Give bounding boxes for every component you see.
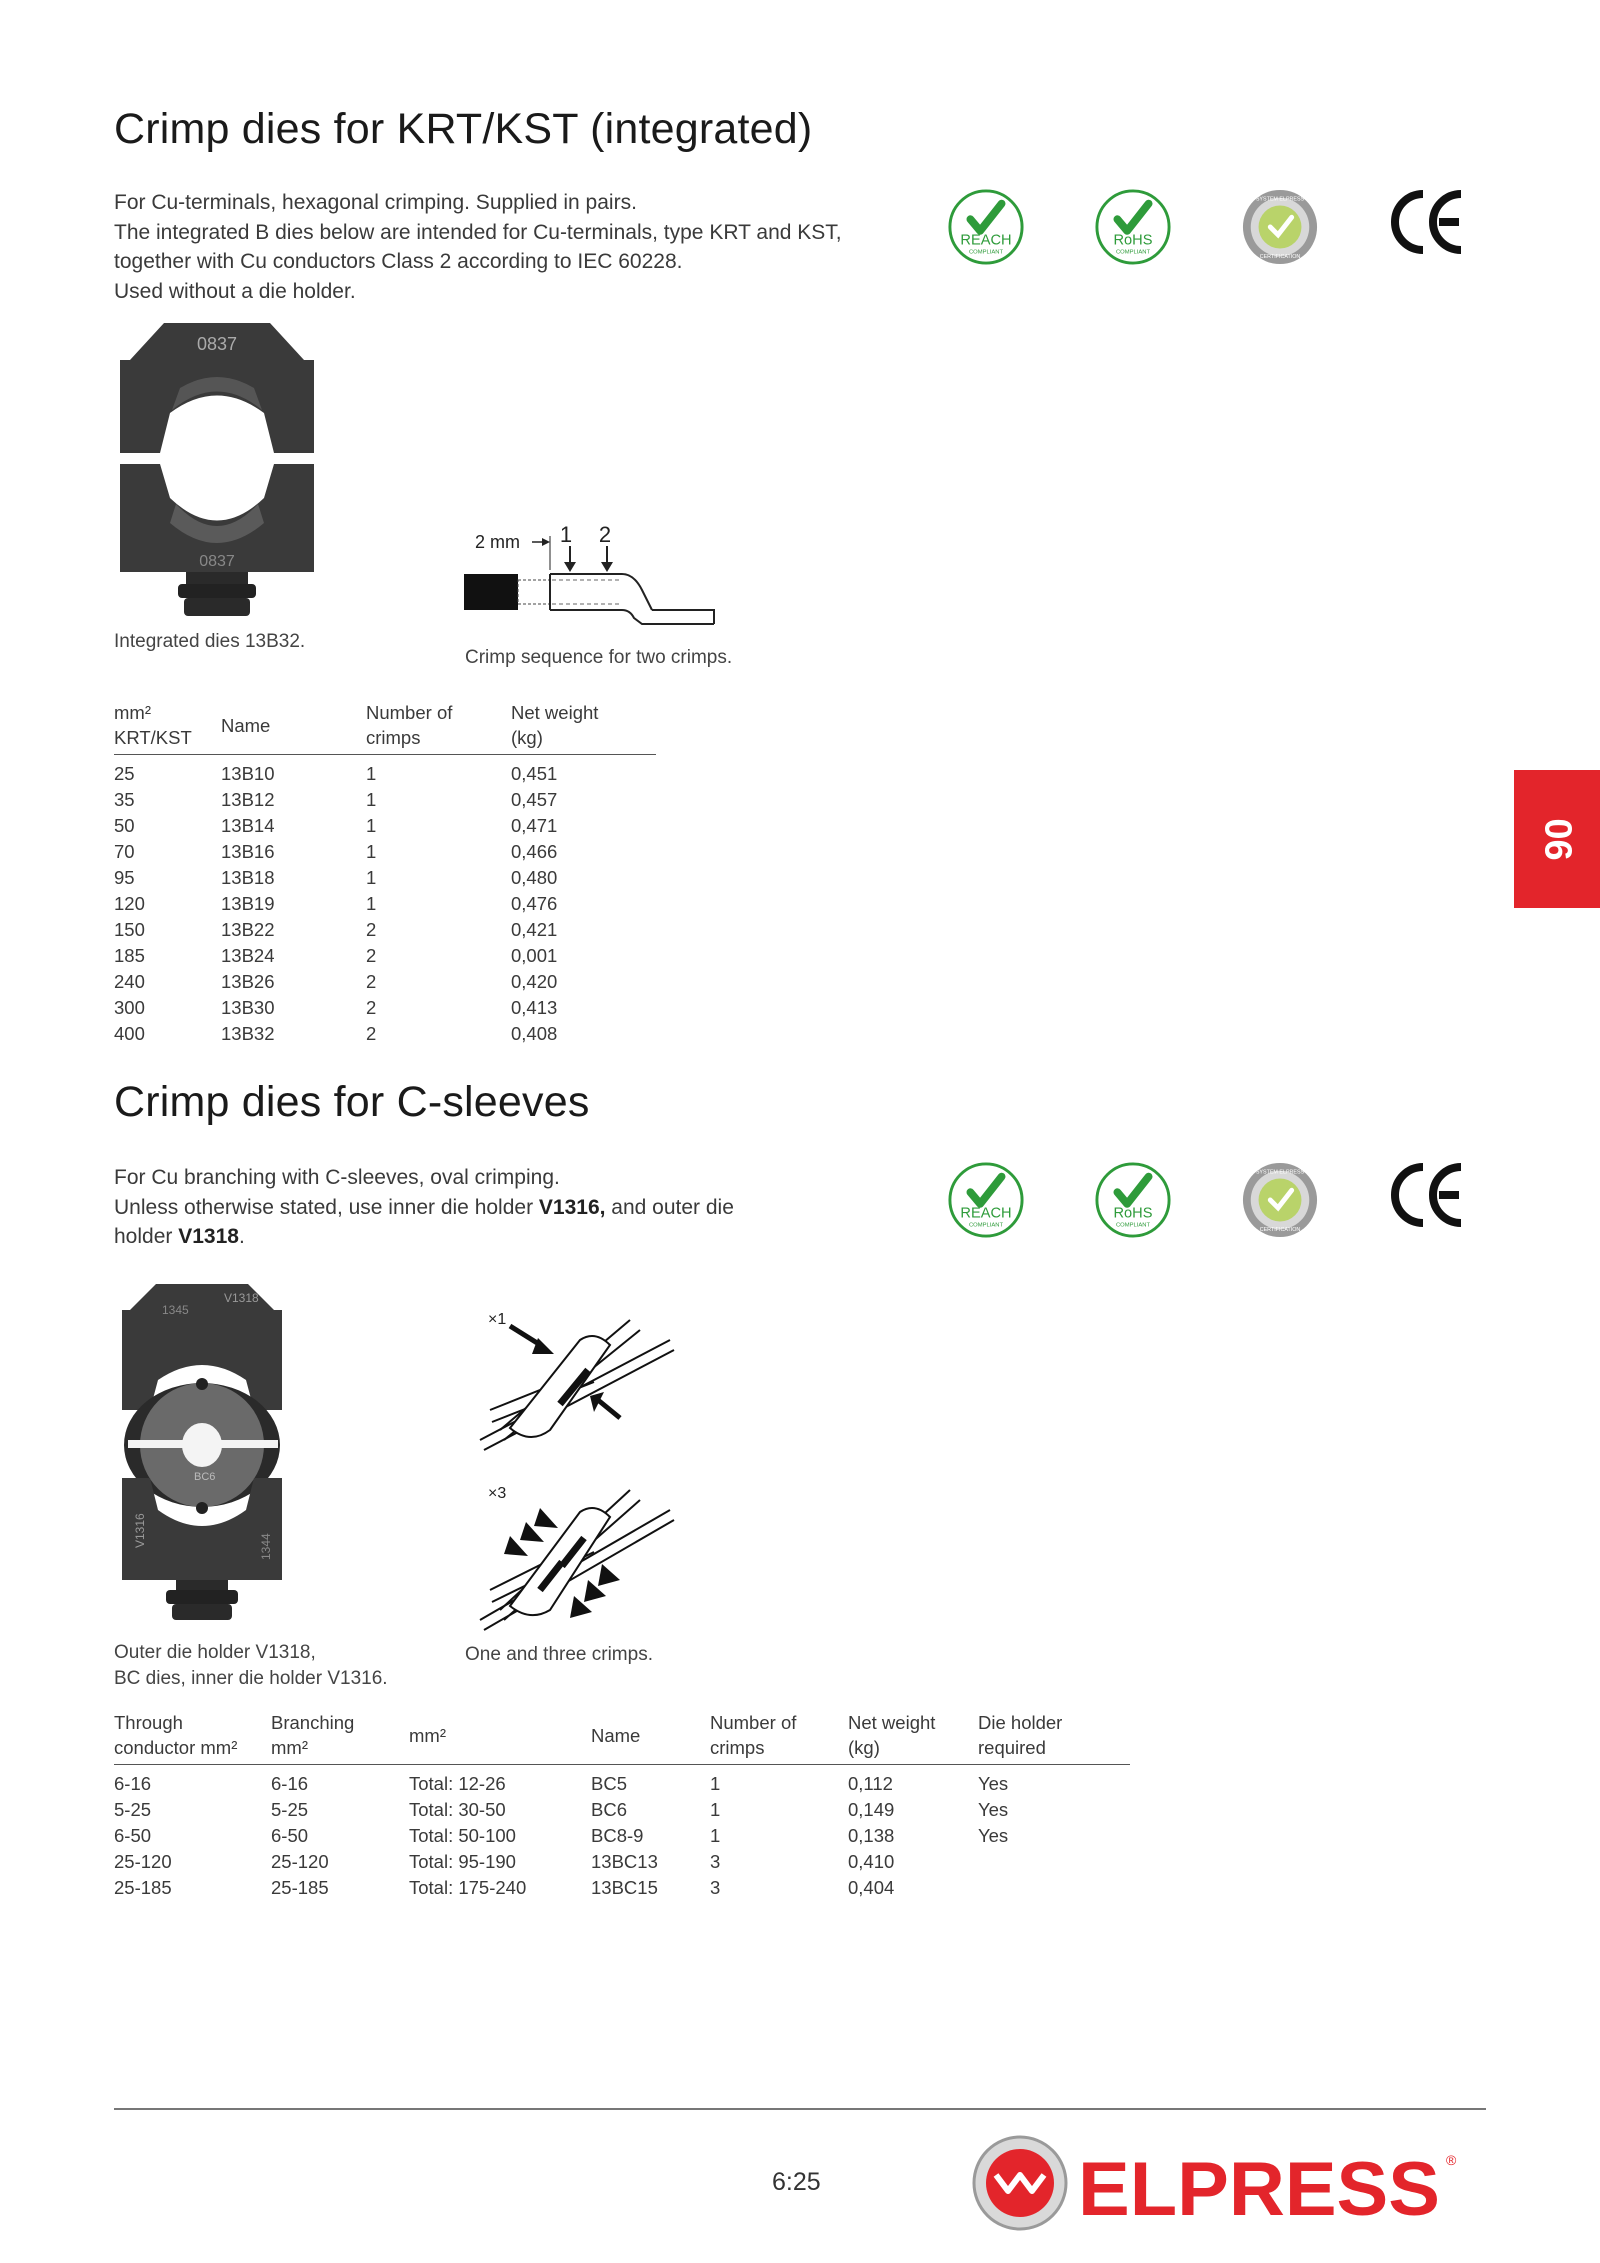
- chapter-tab: [1514, 770, 1600, 908]
- cell: 3: [710, 1850, 721, 1872]
- rohs-label: RoHS: [1113, 232, 1153, 249]
- cell: 1: [710, 1824, 721, 1846]
- reach-check-icon: [947, 188, 1025, 266]
- cell: 6-50: [271, 1824, 309, 1846]
- cell: Total: 30-50: [409, 1798, 506, 1820]
- c-sleeve-crimp-icon: [470, 1300, 690, 1640]
- section2-title: Crimp dies for C-sleeves: [114, 1078, 590, 1126]
- section1-intro: [114, 188, 934, 306]
- cell: 5-25: [114, 1798, 152, 1820]
- cell: 2: [366, 918, 377, 940]
- header-text: mm²: [114, 702, 151, 723]
- die-holder-icon: [114, 1280, 290, 1622]
- table-row: [114, 1875, 1130, 1901]
- cell: 0,001: [511, 944, 558, 966]
- cell: 13B12: [221, 788, 275, 810]
- integrated-die-icon: [114, 318, 320, 618]
- section1-title: Crimp dies for KRT/KST (integrated): [114, 105, 813, 153]
- header-text: Number of: [710, 1712, 797, 1733]
- three-crimps-label: ×3: [488, 1485, 507, 1502]
- cell: 2: [366, 996, 377, 1018]
- cell: Total: 12-26: [409, 1772, 506, 1794]
- certification-badge: [1241, 1161, 1319, 1244]
- cell: 35: [114, 788, 135, 810]
- intro-line: For Cu-terminals, hexagonal crimping. Supplied in pairs.: [114, 191, 637, 214]
- cell: 25-120: [114, 1850, 172, 1872]
- cell: 0,149: [848, 1798, 895, 1820]
- cell: 6-16: [271, 1772, 309, 1794]
- reach-label: REACH: [960, 232, 1012, 249]
- cell: 0,480: [511, 866, 558, 888]
- header-text: crimps: [710, 1737, 765, 1758]
- brand-wordmark: ELPRESS: [1078, 2147, 1440, 2231]
- certification-badge: [1241, 188, 1319, 271]
- cell: 3: [710, 1876, 721, 1898]
- cell: 0,466: [511, 840, 558, 862]
- table-row: [114, 995, 656, 1021]
- cell: Yes: [978, 1798, 1009, 1820]
- die-holder-photo: [114, 1280, 290, 1627]
- reach-badge: [947, 1161, 1025, 1244]
- table-row: [114, 787, 656, 813]
- cell: 0,413: [511, 996, 558, 1018]
- cell: 0,451: [511, 762, 558, 784]
- reach-sub: COMPLIANT: [968, 1222, 1004, 1229]
- cell: 0,138: [848, 1824, 895, 1846]
- cell: Total: 50-100: [409, 1824, 516, 1846]
- certification-seal-icon: [1241, 188, 1319, 266]
- table-row: [114, 839, 656, 865]
- intro-bold: V1318: [178, 1225, 239, 1248]
- header-name: Name: [221, 700, 366, 755]
- cell: 13B18: [221, 866, 275, 888]
- caption-line: BC dies, inner die holder V1316.: [114, 1668, 388, 1689]
- header-crimps: [366, 700, 511, 755]
- cell: 300: [114, 996, 145, 1018]
- cell: 0,408: [511, 1022, 558, 1044]
- cell: 1: [366, 840, 377, 862]
- cell: 0,404: [848, 1876, 895, 1898]
- cell: 50: [114, 814, 135, 836]
- table-row: [114, 1797, 1130, 1823]
- cell: 13B26: [221, 970, 275, 992]
- reach-sub: COMPLIANT: [968, 249, 1004, 256]
- header-text: Net weight: [511, 702, 599, 723]
- header-text: Net weight: [848, 1712, 936, 1733]
- table-header-row: [114, 1710, 1130, 1765]
- header-branching: [271, 1710, 409, 1765]
- certification-seal-icon: [1241, 1161, 1319, 1239]
- intro-bold: V1316,: [538, 1195, 606, 1219]
- cell: 13BC15: [591, 1876, 658, 1898]
- cell: 25: [114, 762, 135, 784]
- crimp-number-1: 1: [559, 522, 573, 547]
- ce-mark-icon: [1385, 180, 1469, 264]
- header-text: Die holder: [978, 1712, 1063, 1733]
- cell: BC8-9: [591, 1824, 644, 1846]
- elpress-logo-icon: [968, 2135, 1488, 2231]
- registered-mark: ®: [1446, 2152, 1457, 2168]
- cell: 95: [114, 866, 135, 888]
- header-weight: [848, 1710, 978, 1765]
- holder-side2-label: 1344: [259, 1533, 273, 1560]
- header-weight: [511, 700, 656, 755]
- intro-text: and outer die: [605, 1195, 734, 1219]
- cell: 13B10: [221, 762, 275, 784]
- intro-line: Used without a die holder.: [114, 279, 356, 303]
- intro-line: [114, 1193, 934, 1223]
- cell: 150: [114, 918, 145, 940]
- intro-line: [114, 1222, 934, 1252]
- cell: 13B22: [221, 918, 275, 940]
- table-row: [114, 943, 656, 969]
- header-die-holder: [978, 1710, 1130, 1765]
- caption-line: Outer die holder V1318,: [114, 1642, 316, 1663]
- intro-text: .: [238, 1225, 245, 1248]
- cell: 25-185: [114, 1876, 172, 1898]
- cell: 0,420: [511, 970, 558, 992]
- table-row: [114, 865, 656, 891]
- crimp-sequence-icon: [462, 518, 728, 630]
- cell: 400: [114, 1022, 145, 1044]
- cell: BC6: [591, 1798, 627, 1820]
- elpress-logo: [968, 2135, 1488, 2236]
- die-holder-caption: [114, 1640, 388, 1692]
- rohs-badge: [1094, 188, 1172, 271]
- ce-mark-icon: [1385, 1153, 1469, 1237]
- table-row: [114, 917, 656, 943]
- reach-label: REACH: [960, 1205, 1012, 1222]
- cell: 2: [366, 944, 377, 966]
- cell: 13B30: [221, 996, 275, 1018]
- cell: 0,421: [511, 918, 558, 940]
- cell: 0,457: [511, 788, 558, 810]
- cell: 0,476: [511, 892, 558, 914]
- header-text: Number of: [366, 702, 453, 723]
- cell: 6-50: [114, 1824, 152, 1846]
- page-number: 6:25: [772, 2168, 821, 2196]
- integrated-die-caption: Integrated dies 13B32.: [114, 631, 306, 652]
- table-row: [114, 891, 656, 917]
- cell: Total: 175-240: [409, 1876, 527, 1898]
- die-bottom-label: 0837: [199, 553, 235, 570]
- cell: 1: [710, 1772, 721, 1794]
- intro-text: Unless otherwise stated, use inner die holder: [114, 1195, 539, 1219]
- header-text: required: [978, 1737, 1046, 1758]
- crimp-illustration-caption: One and three crimps.: [465, 1644, 653, 1665]
- rohs-check-icon: [1094, 188, 1172, 266]
- cell: 5-25: [271, 1798, 309, 1820]
- cell: [978, 1849, 1130, 1875]
- rohs-sub: COMPLIANT: [1115, 1222, 1151, 1229]
- header-text: mm²: [271, 1737, 308, 1758]
- header-text: KRT/KST: [114, 727, 192, 748]
- integrated-die-photo: [114, 318, 320, 623]
- crimp-sequence-caption: Crimp sequence for two crimps.: [465, 647, 733, 668]
- cert-bottom-text: CERTIFICATION: [1259, 254, 1301, 261]
- one-crimp-label: ×1: [488, 1311, 507, 1328]
- header-text: Branching: [271, 1712, 355, 1733]
- cell: 13B32: [221, 1022, 275, 1044]
- cell: 13BC13: [591, 1850, 658, 1872]
- table-row: [114, 813, 656, 839]
- cell: 1: [366, 788, 377, 810]
- cell: 13B14: [221, 814, 275, 836]
- cell: 0,471: [511, 814, 558, 836]
- header-mm: mm²: [409, 1710, 591, 1765]
- cell: 2: [366, 970, 377, 992]
- cell: 0,410: [848, 1850, 895, 1872]
- rohs-sub: COMPLIANT: [1115, 249, 1151, 256]
- cell: 2: [366, 1022, 377, 1044]
- header-name: Name: [591, 1710, 710, 1765]
- cell: Yes: [978, 1772, 1009, 1794]
- cell: 13B24: [221, 944, 275, 966]
- ce-mark: [1385, 1153, 1469, 1242]
- header-mm: [114, 700, 221, 755]
- ce-mark: [1385, 180, 1469, 269]
- intro-line: together with Cu conductors Class 2 according to IEC 60228.: [114, 250, 683, 273]
- cell: 1: [366, 892, 377, 914]
- table-header-row: [114, 700, 656, 755]
- section2-intro: [114, 1163, 934, 1252]
- rohs-label: RoHS: [1113, 1205, 1153, 1222]
- table-row: [114, 1771, 1130, 1797]
- header-text: crimps: [366, 727, 421, 748]
- cert-top-text: SYSTEM ELPRESS: [1255, 196, 1305, 203]
- header-crimps: [710, 1710, 848, 1765]
- header-text: (kg): [511, 727, 543, 748]
- dimension-label: 2 mm: [475, 532, 520, 552]
- table-row: [114, 1021, 656, 1047]
- cell: 6-16: [114, 1772, 152, 1794]
- holder-top-label: V1318: [224, 1291, 259, 1305]
- cell: 0,112: [848, 1772, 893, 1794]
- table-row: [114, 761, 656, 787]
- header-text: conductor mm²: [114, 1737, 238, 1758]
- intro-line: The integrated B dies below are intended for Cu-terminals, type KRT and KST,: [114, 220, 842, 244]
- cert-bottom-text: CERTIFICATION: [1259, 1227, 1301, 1234]
- rohs-check-icon: [1094, 1161, 1172, 1239]
- intro-text: holder: [114, 1225, 179, 1248]
- krt-kst-table: [114, 700, 656, 1047]
- cell: 1: [366, 814, 377, 836]
- holder-top2-label: 1345: [162, 1303, 189, 1317]
- crimp-number-2: 2: [598, 522, 612, 547]
- reach-check-icon: [947, 1161, 1025, 1239]
- cell: 1: [366, 762, 377, 784]
- cell: 240: [114, 970, 145, 992]
- c-sleeve-table: [114, 1710, 1130, 1901]
- cell: [978, 1875, 1130, 1901]
- chapter-tab-label: 06: [1536, 817, 1579, 861]
- footer-rule: [114, 2108, 1486, 2110]
- table-row: [114, 969, 656, 995]
- cell: 13B16: [221, 840, 275, 862]
- cell: 1: [366, 866, 377, 888]
- cell: Total: 95-190: [409, 1850, 516, 1872]
- cell: 25-120: [271, 1850, 329, 1872]
- cell: 1: [710, 1798, 721, 1820]
- cell: 120: [114, 892, 145, 914]
- holder-side-label: V1316: [133, 1513, 147, 1548]
- table-row: [114, 1849, 1130, 1875]
- cell: 25-185: [271, 1876, 329, 1898]
- cell: Yes: [978, 1824, 1009, 1846]
- holder-inner-label: BC6: [194, 1471, 216, 1483]
- c-sleeve-crimp-illustration: [470, 1300, 690, 1645]
- header-text: (kg): [848, 1737, 880, 1758]
- crimp-sequence-diagram: [462, 518, 728, 635]
- table-row: [114, 1823, 1130, 1849]
- cell: 70: [114, 840, 135, 862]
- cell: 185: [114, 944, 145, 966]
- cert-top-text: SYSTEM ELPRESS: [1255, 1169, 1305, 1176]
- header-text: Through: [114, 1712, 183, 1733]
- header-through-conductor: [114, 1710, 271, 1765]
- cell: 13B19: [221, 892, 275, 914]
- intro-line: For Cu branching with C-sleeves, oval crimping.: [114, 1166, 560, 1189]
- reach-badge: [947, 188, 1025, 271]
- die-top-label: 0837: [196, 334, 238, 354]
- cell: BC5: [591, 1772, 627, 1794]
- rohs-badge: [1094, 1161, 1172, 1244]
